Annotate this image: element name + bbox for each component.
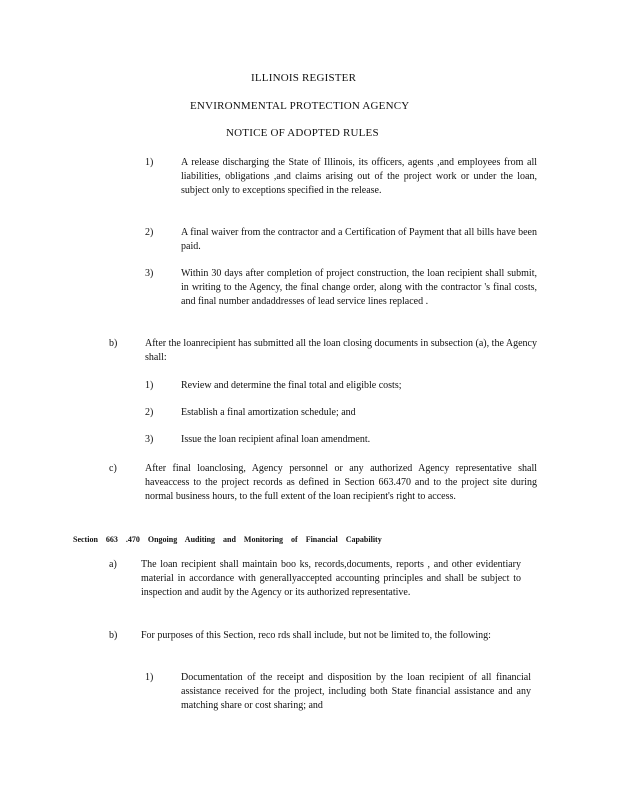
item-label: 3) bbox=[145, 268, 154, 279]
section-heading: Section 663 .470 Ongoing Auditing and Monitoring of Financial Capability bbox=[73, 535, 382, 544]
item-label: 3) bbox=[145, 434, 154, 445]
item-text: Issue the loan recipient afinal loan amendment. bbox=[181, 434, 371, 445]
subsection-label: c) bbox=[109, 463, 117, 474]
subsection-text: After the loanrecipient has submitted all the loan closing documents in subsection (a), the Agency shall: bbox=[145, 338, 537, 363]
subsection-label: a) bbox=[109, 559, 117, 570]
subsection-text: The loan recipient shall maintain boo ks, records,documents, reports , and other evidentiary material in accordance with generallyaccepted accounting principles and shall be subject to inspection and audit by the Agency or its authorized representative. bbox=[141, 559, 521, 598]
item-text: Within 30 days after completion of project construction, the loan recipient shall submit, in writing to the Agency, the final change order, along with the contractor 's final costs, and final number andaddresses of lead service lines replaced . bbox=[181, 268, 537, 307]
item-label: 2) bbox=[145, 227, 154, 238]
item-text: A release discharging the State of Illinois, its officers, agents ,and employees from all liabilities, obligations ,and claims arising out of the project work or under the loan, subject only to exceptions specified in the release. bbox=[181, 157, 537, 196]
item-text: Review and determine the final total and eligible costs; bbox=[181, 380, 402, 391]
header-agency: ENVIRONMENTAL PROTECTION AGENCY bbox=[190, 100, 410, 112]
header-notice: NOTICE OF ADOPTED RULES bbox=[226, 127, 379, 139]
subsection-label: b) bbox=[109, 338, 118, 349]
subsection-text: For purposes of this Section, reco rds shall include, but not be limited to, the following: bbox=[141, 630, 491, 641]
item-label: 1) bbox=[145, 157, 154, 168]
subsection-text: After final loanclosing, Agency personnel or any authorized Agency representative shall haveaccess to the project records as defined in Section 663.470 and to the project site during normal business hours, to the full extent of the loan recipient's right to access. bbox=[145, 463, 537, 502]
item-text: A final waiver from the contractor and a Certification of Payment that all bills have been paid. bbox=[181, 227, 537, 252]
item-label: 1) bbox=[145, 380, 154, 391]
subsection-label: b) bbox=[109, 630, 118, 641]
item-text: Establish a final amortization schedule; and bbox=[181, 407, 356, 418]
item-label: 1) bbox=[145, 672, 154, 683]
header-register: ILLINOIS REGISTER bbox=[251, 72, 357, 84]
item-label: 2) bbox=[145, 407, 154, 418]
item-text: Documentation of the receipt and disposition by the loan recipient of all financial assistance received for the project, including both State financial assistance and any matching share or cost sharing; and bbox=[181, 672, 531, 711]
